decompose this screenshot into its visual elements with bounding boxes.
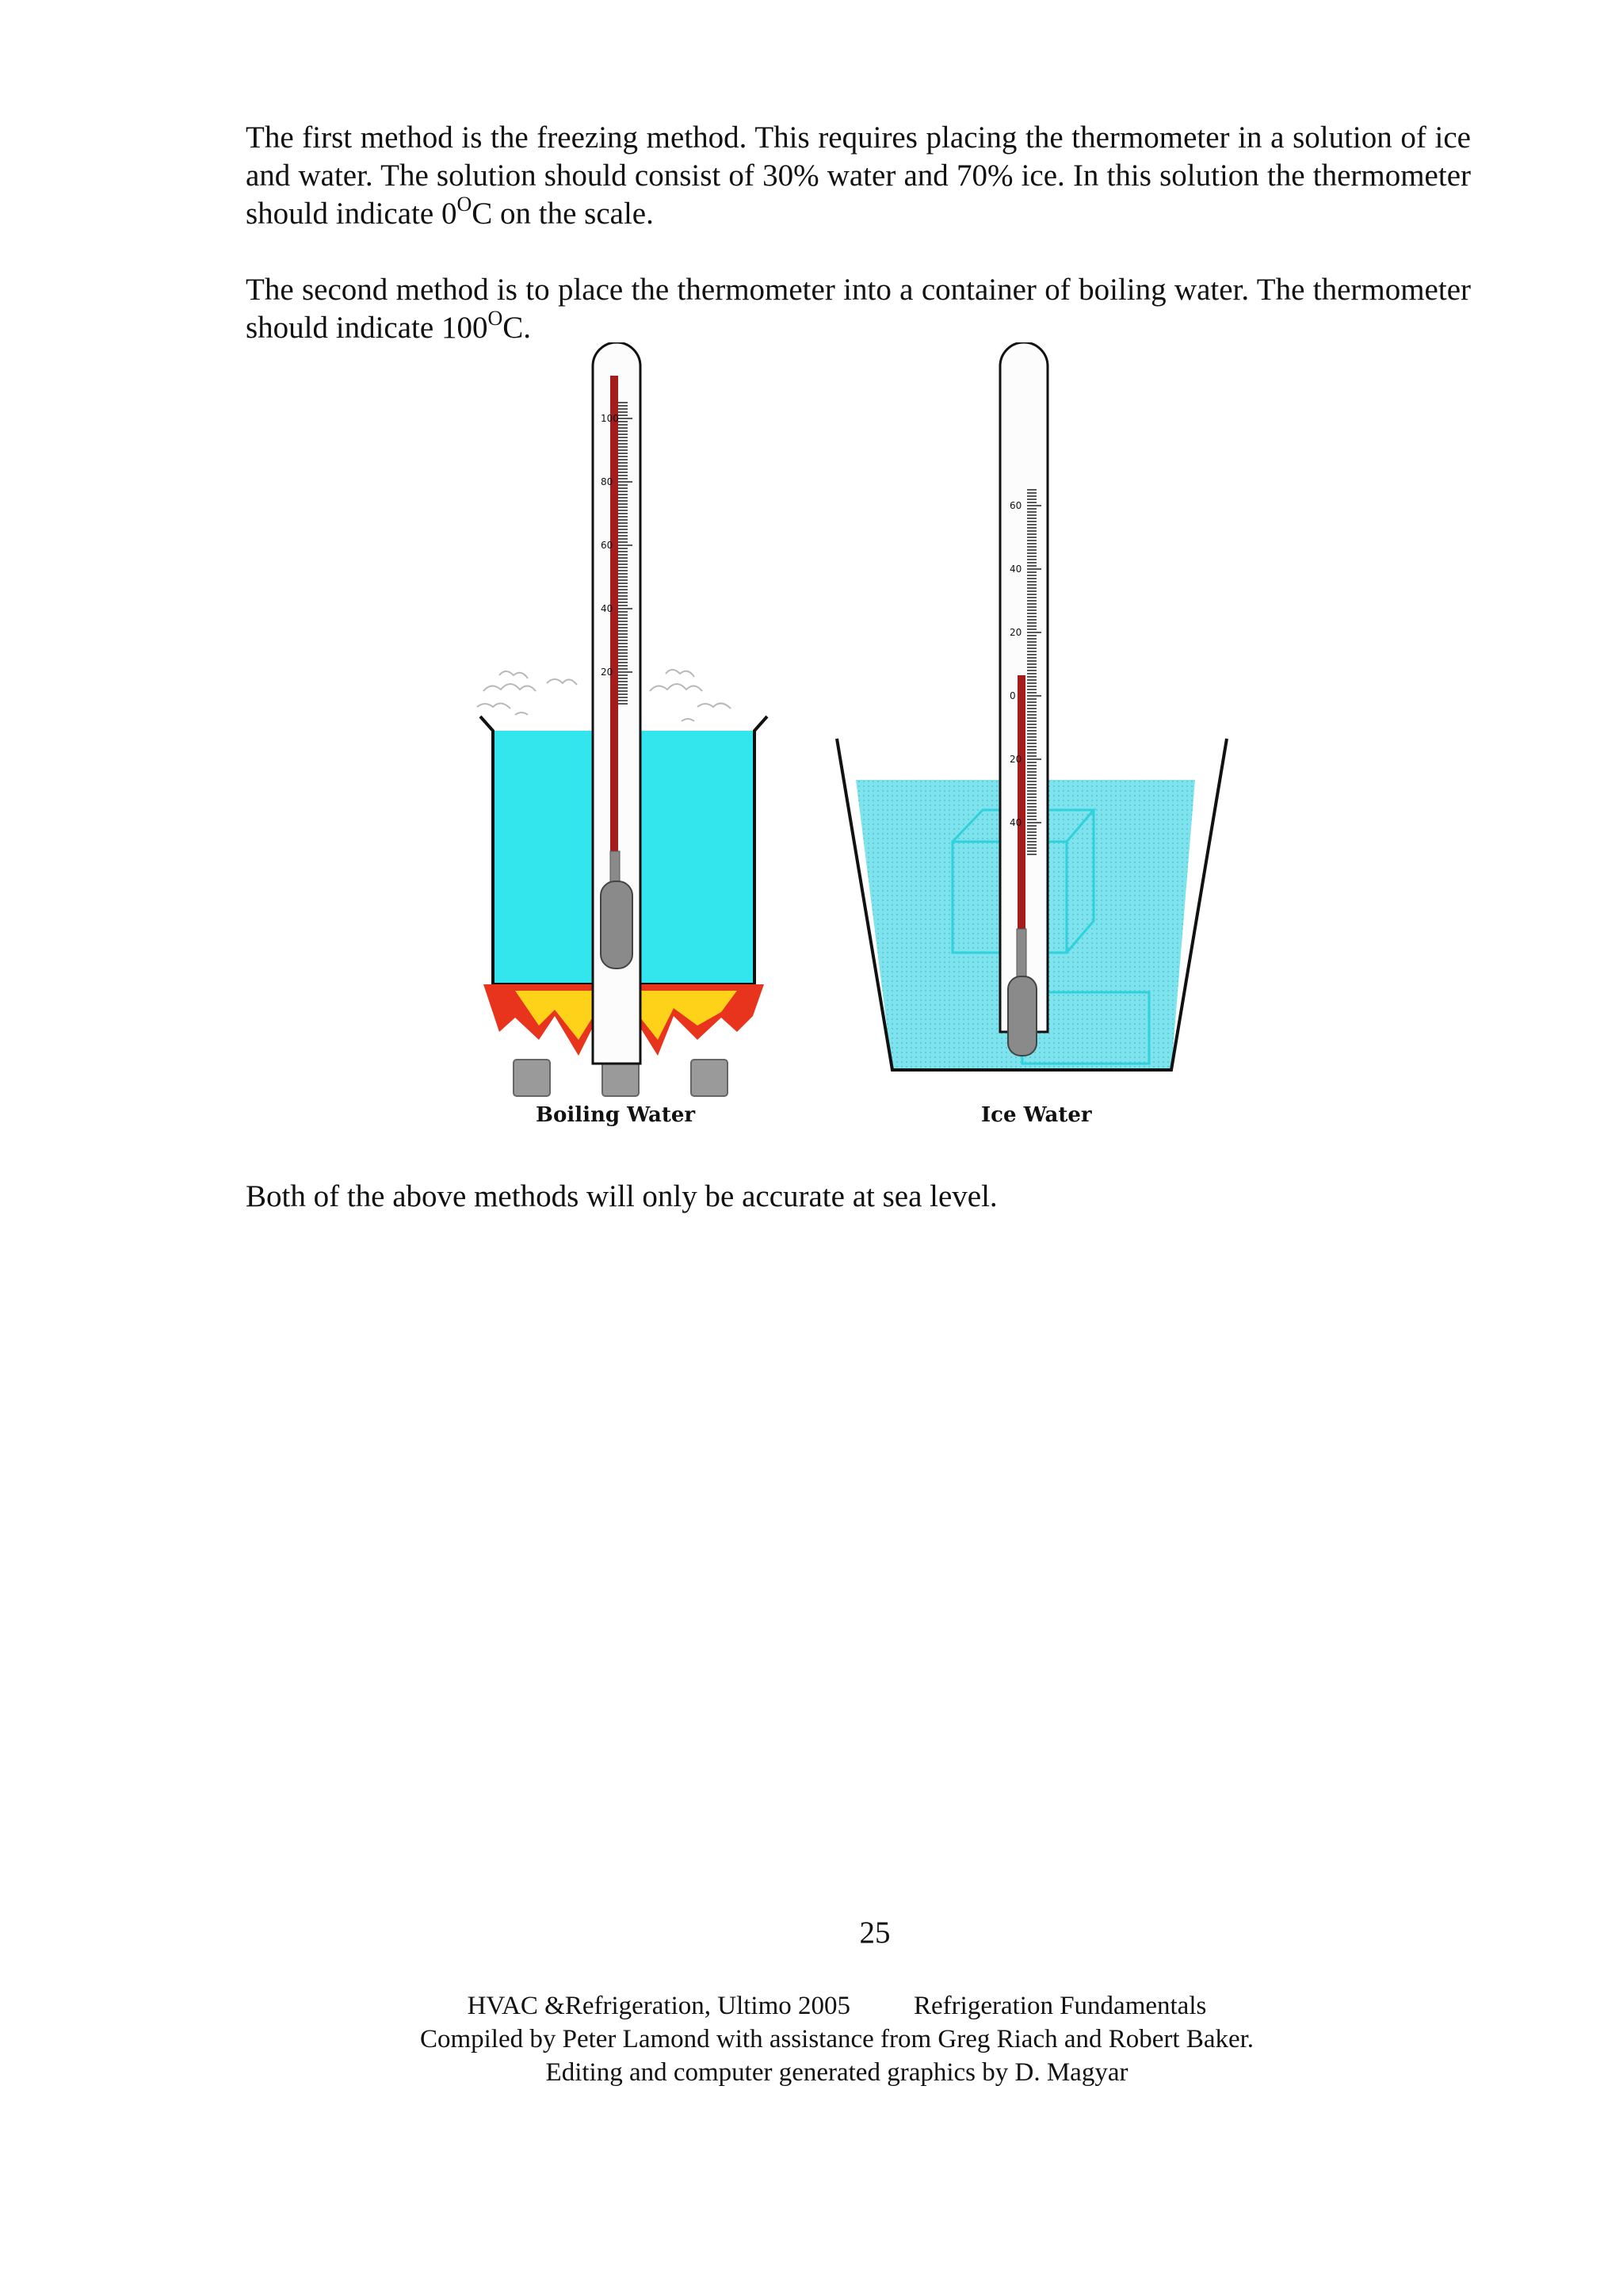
figure-illustration	[468, 342, 1241, 1135]
ice-water-label: Ice Water	[981, 1103, 1092, 1127]
page-number: 25	[859, 1916, 891, 1950]
boiling-water-label: Boiling Water	[536, 1103, 696, 1127]
footer-course: HVAC &Refrigeration, Ultimo 2005	[467, 1992, 851, 2020]
scale-label: 40	[601, 603, 613, 614]
footer-subject: Refrigeration Fundamentals	[914, 1992, 1207, 2020]
ice-water-scene	[837, 342, 1227, 1070]
paragraph-boiling-method	[246, 271, 1471, 347]
paragraph-text: The first method is the freezing method. This requires placing the thermometer in a solution of ice and water. The solution should consist of 30% water and 70% ice. In this solution the thermometer should indicate 0	[246, 120, 1471, 231]
footer-credits: Compiled by Peter Lamond with assistance from Greg Riach and Robert Baker.	[419, 2025, 1254, 2053]
thermometer-calibration-figure	[468, 342, 1241, 1135]
scale-label: 20	[1010, 754, 1022, 765]
scale-label: 20	[1010, 627, 1022, 638]
degree-superscript: O	[487, 307, 503, 330]
scale-label: 100	[601, 413, 619, 424]
scale-label: 40	[1010, 817, 1022, 828]
scale-label: 60	[601, 540, 613, 551]
ice-thermometer	[1000, 342, 1048, 1056]
footer-graphics-credit: Editing and computer generated graphics by D. Magyar	[545, 2058, 1128, 2087]
scale-label: 80	[601, 476, 613, 487]
paragraph-text: C on the scale.	[472, 197, 654, 231]
scale-label: 0	[1010, 690, 1016, 701]
scale-label: 20	[601, 667, 613, 678]
boiling-thermometer	[593, 342, 640, 1064]
paragraph-freezing-method	[246, 119, 1471, 233]
paragraph-text: The second method is to place the thermometer into a container of boiling water. The thermometer should indicate 100	[246, 273, 1471, 345]
footer-course-line	[25, 1989, 1623, 2023]
degree-superscript: O	[456, 193, 472, 216]
burner-icon	[514, 1060, 727, 1096]
paragraph-text: C.	[502, 311, 531, 345]
scale-label: 60	[1010, 500, 1022, 511]
paragraph-sea-level-note: Both of the above methods will only be accurate at sea level.	[246, 1179, 998, 1213]
boiling-water-scene	[477, 342, 767, 1096]
scale-label: 40	[1010, 563, 1022, 575]
